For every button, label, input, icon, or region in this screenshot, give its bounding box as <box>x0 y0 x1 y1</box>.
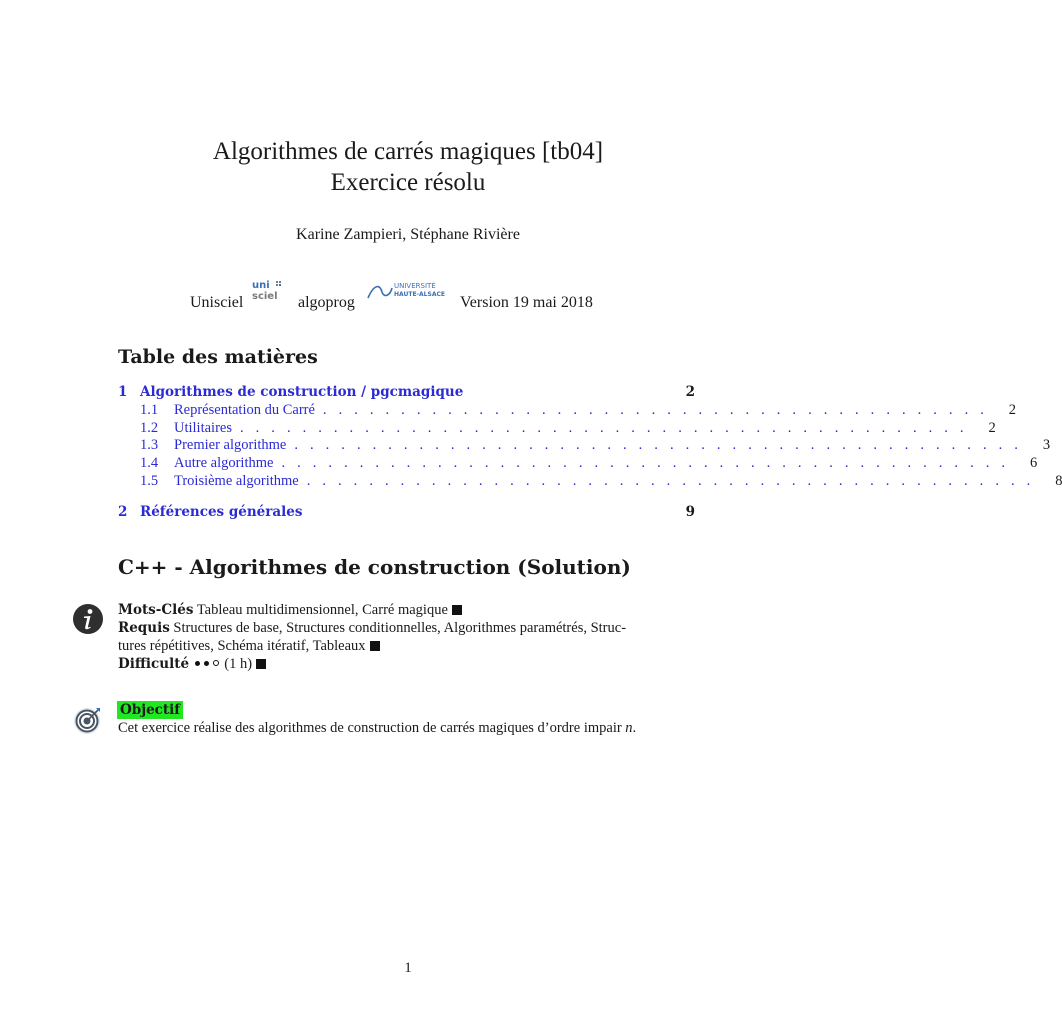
toc-entry-1-1[interactable] <box>140 402 1017 420</box>
toc-entry-title[interactable]: Références générales <box>140 504 303 520</box>
toc-entry-title[interactable]: Utilitaires <box>174 420 232 436</box>
toc-entry-number: 1.3 <box>140 437 159 453</box>
toc-entry-number: 1 <box>118 384 128 400</box>
difficulty-dot-empty-icon <box>213 660 219 666</box>
toc-leader-dots: . . . . . . . . . . . . . . . . . . . . . . . . . . . . . . . . . . . . . . . . . . . <box>322 402 989 418</box>
svg-text:sciel: sciel <box>252 291 278 302</box>
toc-entry-title[interactable]: Représentation du Carré <box>174 402 315 418</box>
requis-value-2: tures répétitives, Schéma itératif, Tableaux <box>118 638 366 654</box>
objectif-sentence: Cet exercice réalise des algorithmes de construction de carrés magiques d’ordre impair <box>118 720 622 736</box>
toc-entry-1-3[interactable] <box>140 437 1051 455</box>
unisciel-logo <box>250 278 290 302</box>
toc-leader-dots: . . . . . . . . . . . . . . . . . . . . . . . . . . . . . . . . . . . . . . . . . . . . . . . <box>294 437 1023 453</box>
toc-entry-page: 3 <box>1042 437 1051 453</box>
toc-entry-page: 9 <box>685 504 695 520</box>
unisciel-label: Unisciel <box>190 294 244 311</box>
difficulty-dot-filled-icon <box>204 661 209 666</box>
end-square-icon <box>370 641 380 651</box>
toc-entry-page: 6 <box>1029 455 1038 471</box>
document-subtitle: Exercice résolu <box>330 169 486 196</box>
keywords-label: Mots-Clés <box>118 602 194 618</box>
toc-entry-title[interactable]: Premier algorithme <box>174 437 287 453</box>
toc-entry-2[interactable] <box>118 504 695 522</box>
section-heading: C++ - Algorithmes de construction (Solution) <box>118 555 631 579</box>
target-icon <box>72 704 104 736</box>
info-block <box>118 601 695 673</box>
document-title: Algorithmes de carrés magiques [tb04] <box>212 138 604 165</box>
keywords-value: Tableau multidimensionnel, Carré magique <box>196 602 448 618</box>
toc-entry-number: 1.2 <box>140 420 159 436</box>
toc-entry-number: 1.1 <box>140 402 159 418</box>
difficulte-label: Difficulté <box>118 656 190 672</box>
meta-row <box>190 278 630 318</box>
toc-entry-number: 1.4 <box>140 455 159 471</box>
toc-entry-page: 8 <box>1055 473 1062 489</box>
toc-entry-page: 2 <box>1008 402 1017 418</box>
svg-text:uni: uni <box>252 280 270 291</box>
objectif-label: Objectif <box>117 701 183 719</box>
difficulte-duration: (1 h) <box>224 656 253 672</box>
objectif-text: Cet exercice réalise des algorithmes de construction de carrés magiques d’ordre impair n. <box>118 720 637 736</box>
uha-logo <box>366 280 450 302</box>
toc-leader-dots: . . . . . . . . . . . . . . . . . . . . . . . . . . . . . . . . . . . . . . . . . . . . . . . <box>306 473 1035 489</box>
info-icon <box>72 603 104 635</box>
difficulte-line <box>118 655 695 673</box>
toc-leader-dots: . . . . . . . . . . . . . . . . . . . . . . . . . . . . . . . . . . . . . . . . . . . . . . . <box>240 420 968 436</box>
toc-leader-dots: . . . . . . . . . . . . . . . . . . . . . . . . . . . . . . . . . . . . . . . . . . . . . . . <box>281 455 1010 471</box>
requis-line-2 <box>118 637 695 655</box>
algoprog-label: algoprog <box>298 294 355 311</box>
end-square-icon <box>452 605 462 615</box>
toc-entry-page: 2 <box>685 384 695 400</box>
objectif-variable: n <box>625 720 633 736</box>
page-number: 1 <box>404 960 412 976</box>
toc-entry-page: 2 <box>988 420 996 436</box>
title-block <box>0 136 816 198</box>
toc-entry-1-4[interactable] <box>140 455 1038 473</box>
authors: Karine Zampieri, Stéphane Rivière <box>296 226 520 243</box>
toc-entry-number: 2 <box>118 504 128 520</box>
toc-entry-1-5[interactable] <box>140 473 1062 491</box>
requis-value-1: Structures de base, Structures conditionnelles, Algorithmes paramétrés, Struc- <box>173 620 627 636</box>
difficulty-dot-filled-icon <box>195 661 200 666</box>
version-label: Version 19 mai 2018 <box>460 294 593 311</box>
toc-heading: Table des matières <box>118 346 318 368</box>
end-square-icon <box>256 659 266 669</box>
requis-label: Requis <box>118 620 170 636</box>
toc-entry-1[interactable] <box>118 384 695 402</box>
keywords-line <box>118 601 695 619</box>
toc-entry-title[interactable]: Autre algorithme <box>174 455 274 471</box>
toc-entry-title[interactable]: Troisième algorithme <box>174 473 299 489</box>
requis-line <box>118 619 695 637</box>
svg-text:HAUTE-ALSACE: HAUTE-ALSACE <box>394 291 445 298</box>
toc-entry-number: 1.5 <box>140 473 159 489</box>
toc-entry-title[interactable]: Algorithmes de construction / pgcmagique <box>140 384 464 400</box>
svg-text:UNIVERSITÉ: UNIVERSITÉ <box>394 282 436 290</box>
toc-entry-1-2[interactable] <box>140 420 996 438</box>
